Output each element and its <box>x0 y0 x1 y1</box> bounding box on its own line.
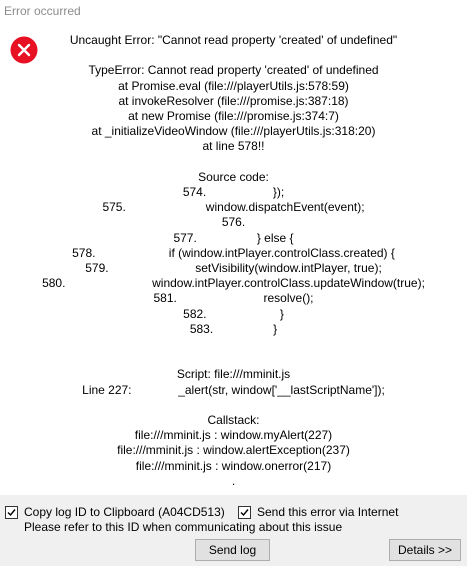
message-spacer <box>0 398 467 413</box>
checkbox-box[interactable] <box>5 506 18 519</box>
details-button[interactable]: Details >> <box>389 539 461 561</box>
checkmark-icon <box>6 507 17 518</box>
message-spacer <box>0 48 467 63</box>
message-line: 581. resolve(); <box>153 291 314 306</box>
window-title: Error occurred <box>4 4 81 18</box>
message-line: Uncaught Error: "Cannot read property 'created' of undefined" <box>69 33 398 47</box>
message-line: 575. window.dispatchEvent(event); <box>102 200 365 215</box>
message-line: file:///mminit.js : window.onerror(217) <box>135 458 332 473</box>
refer-id-note: Please refer to this ID when communicating about this issue <box>24 520 343 534</box>
copy-log-label: Copy log ID to Clipboard (A04CD513) <box>24 505 225 519</box>
message-line: Line 227: _alert(str, window['__lastScriptName']); <box>82 382 385 397</box>
message-spacer <box>0 155 467 170</box>
copy-log-checkbox[interactable] <box>5 505 225 519</box>
message-line: at invokeResolver (file:///promise.js:387:18) <box>118 93 349 108</box>
message-spacer <box>0 337 467 352</box>
message-line: 579. setVisibility(window.intPlayer, true); <box>85 261 382 276</box>
message-line: 576. <box>221 215 246 230</box>
checkbox-box[interactable] <box>238 506 251 519</box>
message-line: 580. window.intPlayer.controlClass.updateWindow(true); <box>42 276 425 291</box>
message-line: . <box>231 473 236 488</box>
message-line: at new Promise (file:///promise.js:374:7) <box>128 109 339 123</box>
message-line: Callstack: <box>207 413 260 427</box>
message-spacer <box>0 352 467 367</box>
checkmark-icon <box>239 507 250 518</box>
send-log-button[interactable]: Send log <box>195 539 270 561</box>
message-line: at Promise.eval (file:///playerUtils.js:578:59) <box>118 78 349 93</box>
send-error-checkbox[interactable] <box>238 505 398 519</box>
message-line: Script: file:///mminit.js <box>176 367 291 382</box>
message-line: file:///mminit.js : window.myAlert(227) <box>134 428 333 443</box>
message-line: Source code: <box>198 169 269 184</box>
send-error-label: Send this error via Internet <box>257 505 399 519</box>
message-line: TypeError: Cannot read property 'created' of undefined <box>88 63 379 78</box>
message-line: 582. } <box>183 306 284 321</box>
message-line: 577. } else { <box>173 230 294 245</box>
message-line: at line 578!! <box>202 139 265 154</box>
message-line: 578. if (window.intPlayer.controlClass.created) { <box>72 245 395 260</box>
title-bar <box>0 0 467 22</box>
message-line: 574. }); <box>182 185 285 199</box>
message-line: at _initializeVideoWindow (file:///playerUtils.js:318:20) <box>91 124 376 139</box>
message-line: file:///mminit.js : window.alertException(237) <box>117 443 350 458</box>
dialog-footer <box>0 495 467 566</box>
error-message <box>0 33 467 489</box>
message-line: 583. } <box>189 321 278 336</box>
